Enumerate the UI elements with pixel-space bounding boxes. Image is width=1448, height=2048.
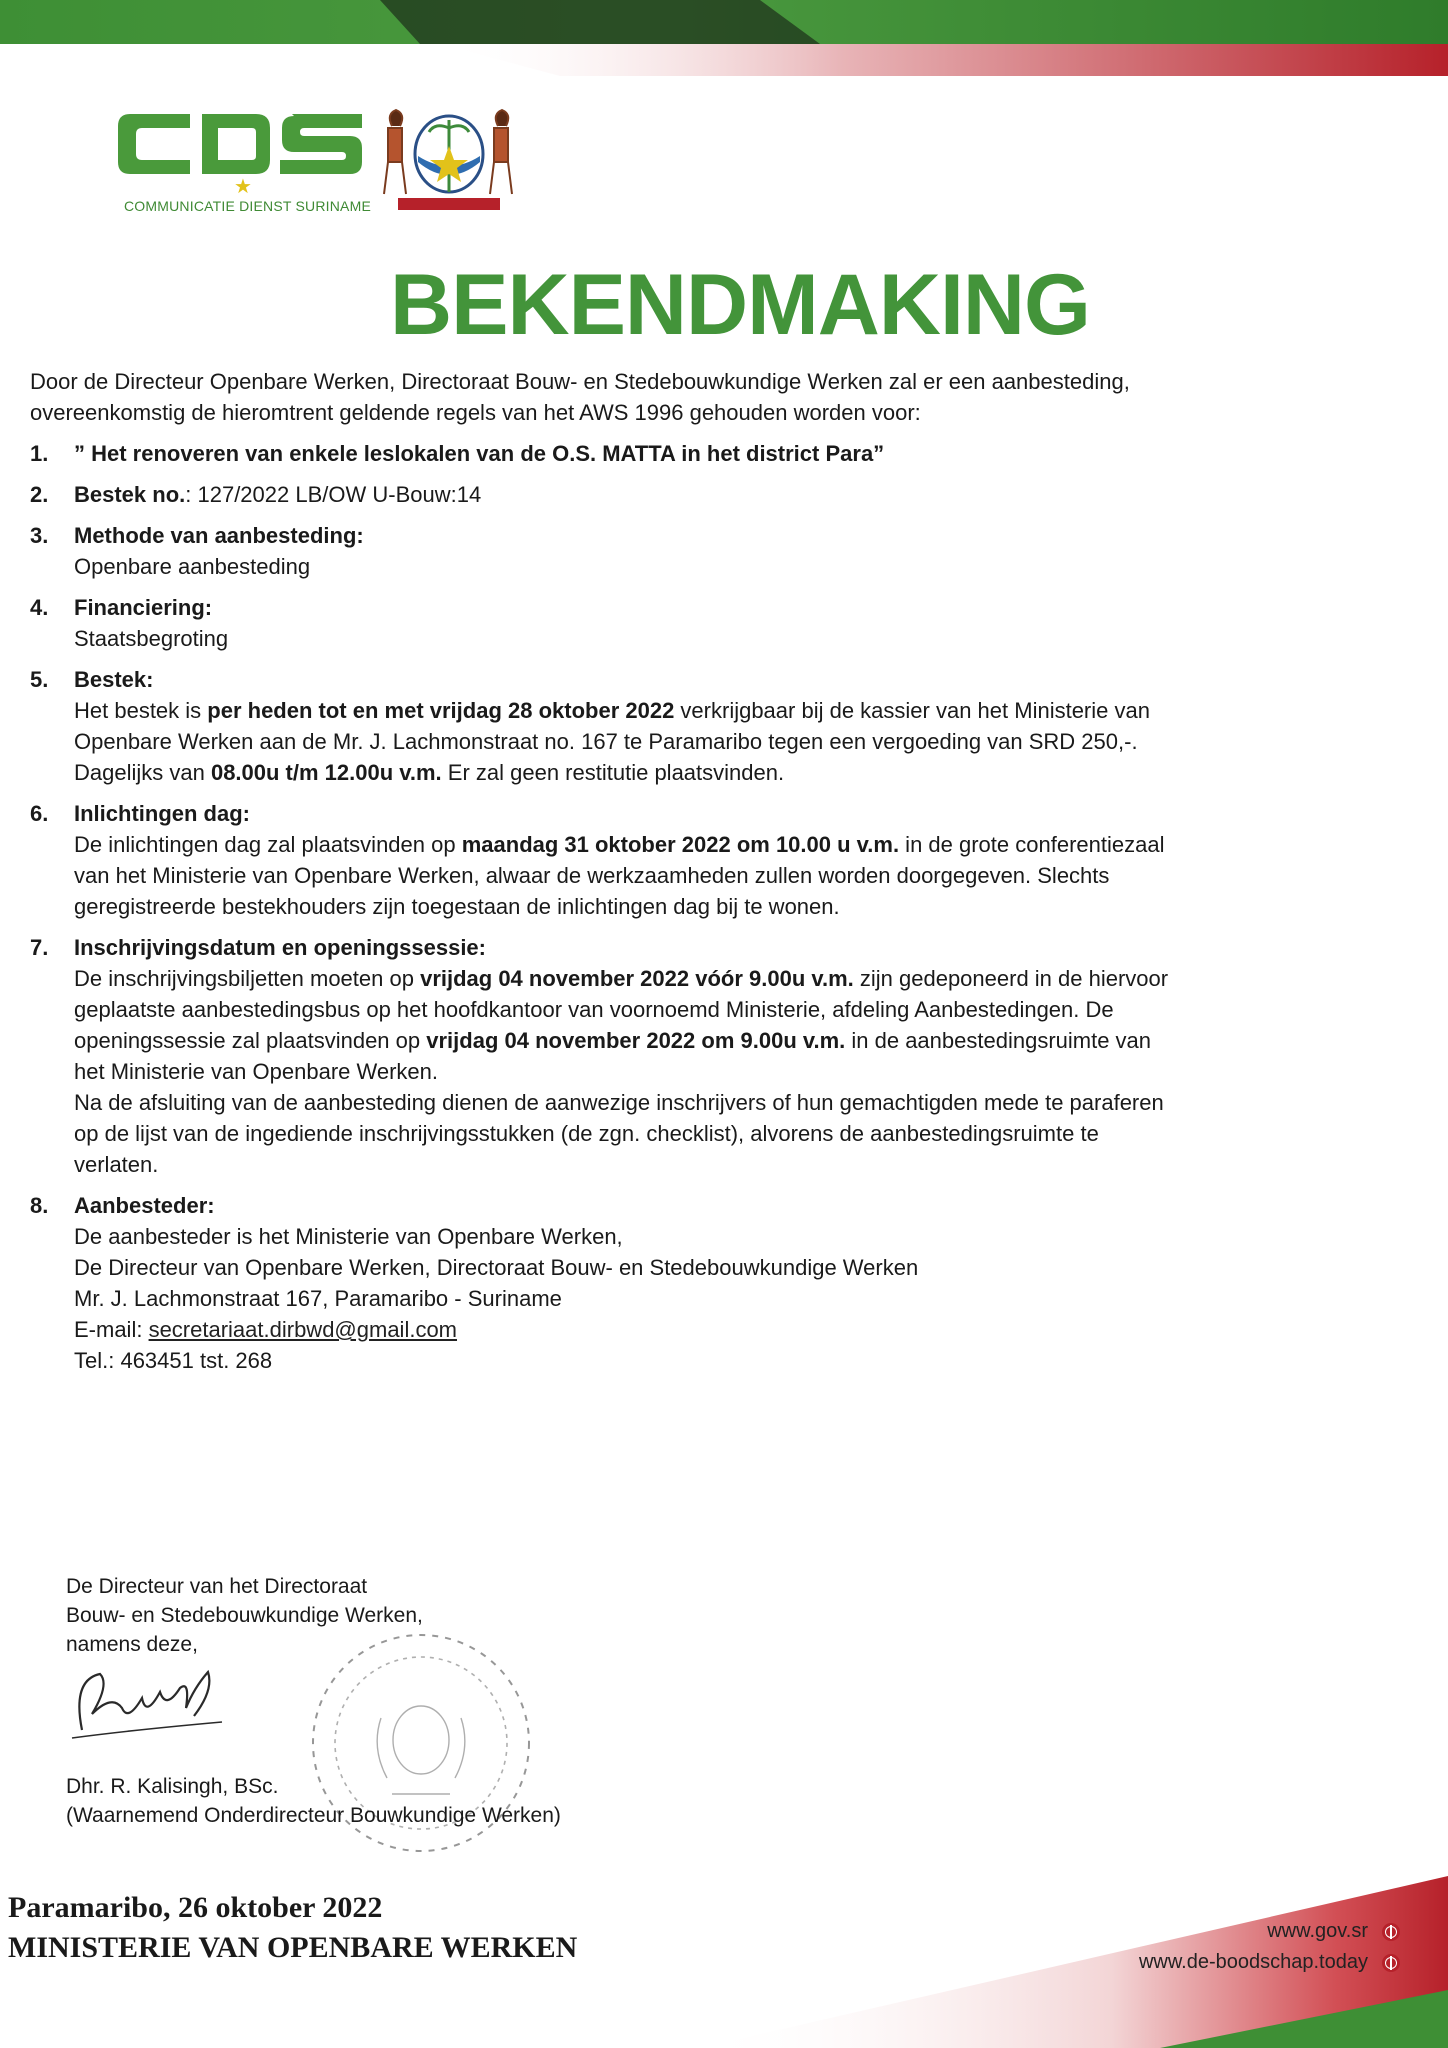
email-label: E-mail: (74, 1317, 149, 1342)
item-number: 5. (30, 667, 49, 692)
item-text: Staatsbegroting (74, 626, 229, 651)
footer-links (1139, 1916, 1400, 1978)
item-text: Na de afsluiting van de aanbesteding dienen de aanwezige inschrijvers of hun gemachtigden mede te paraferen op de lijst van de ingediende inschrijvingsstukken (de zgn. checklist), alvorens de aanbestedingsruimte te verlaten. (74, 1090, 1164, 1177)
signature-line: namens deze, (66, 1633, 198, 1656)
list-item (30, 664, 1180, 788)
signature-line: Bouw- en Stedebouwkundige Werken, (66, 1604, 423, 1627)
list-item (30, 520, 1180, 582)
list-item (30, 798, 1180, 922)
email-link[interactable]: secretariaat.dirbwd@gmail.com (148, 1317, 458, 1342)
item-heading: Bestek no. (74, 482, 186, 507)
list-item (30, 592, 1180, 654)
item-text: De inlichtingen dag zal plaatsvinden op maandag 31 oktober 2022 om 10.00 u v.m. in de grote conferentiezaal van het Ministerie van Openbare Werken, alwaar de werkzaamheden zullen worden doorgegeven. Slechts geregistreerde bestekhouders zijn toegestaan de inlichtingen dag bij te wonen. (74, 832, 1165, 919)
item-text: Het bestek is per heden tot en met vrijdag 28 oktober 2022 verkrijgbaar bij de kassier van het Ministerie van Openbare Werken aan de Mr. J. Lachmonstraat no. 167 te Paramaribo tegen een vergoeding van SRD 250,-. Dagelijks van 08.00u t/m 12.00u v.m. Er zal geen restitutie plaatsvinden. (74, 698, 1150, 785)
place-date: Paramaribo, 26 oktober 2022 (8, 1891, 383, 1924)
list-item (30, 479, 1180, 510)
signatory (66, 1772, 561, 1830)
item-number: 7. (30, 935, 49, 960)
project-title: ” Het renoveren van enkele leslokalen van de O.S. MATTA in het district Para” (74, 441, 885, 466)
item-heading: Aanbesteder: (74, 1193, 215, 1218)
contact-address: Mr. J. Lachmonstraat 167, Paramaribo - Suriname (74, 1286, 562, 1311)
boodschap-link[interactable]: www.de-boodschap.today (1138, 1951, 1368, 1973)
place-and-date-block (8, 1888, 577, 1968)
item-number: 4. (30, 595, 49, 620)
item-text: Openbare aanbesteding (74, 554, 311, 579)
globe-icon (1382, 1954, 1400, 1972)
suriname-coat-of-arms-icon (378, 106, 520, 214)
handwritten-signature (62, 1660, 262, 1750)
item-number: 1. (30, 441, 49, 466)
announcement-body (30, 366, 1180, 1386)
item-number: 6. (30, 801, 49, 826)
item-text: De inschrijvingsbiljetten moeten op vrijdag 04 november 2022 vóór 9.00u v.m. zijn gedeponeerd in de hiervoor geplaatste aanbestedingsbus op het hoofdkantoor van voornoemd Ministerie, afdeling Aanbestedingen. De openingssessie zal plaatsvinden op vrijdag 04 november 2022 om 9.00u v.m. in de aanbestedingsruimte van het Ministerie van Openbare Werken. (74, 966, 1169, 1084)
contact-line: De aanbesteder is het Ministerie van Openbare Werken, (74, 1224, 623, 1249)
item-heading: Inlichtingen dag: (74, 801, 250, 826)
list-item (30, 932, 1180, 1180)
page-title: BEKENDMAKING (390, 257, 1090, 353)
footer-link-row (1139, 1916, 1400, 1947)
contact-email-line (74, 1314, 1180, 1345)
globe-icon (1382, 1923, 1400, 1941)
signatory-name: Dhr. R. Kalisingh, BSc. (66, 1775, 279, 1798)
ministry-name: MINISTERIE VAN OPENBARE WERKEN (8, 1931, 578, 1964)
contact-phone: Tel.: 463451 tst. 268 (74, 1348, 273, 1373)
official-stamp-seal (296, 1618, 546, 1868)
item-number: 3. (30, 523, 49, 548)
list-item (30, 438, 1180, 469)
cds-logo-mark (116, 104, 376, 184)
top-banner-stripe (0, 0, 1448, 76)
signatory-role: (Waarnemend Onderdirecteur Bouwkundige Werken) (66, 1804, 561, 1827)
gov-link[interactable]: www.gov.sr (1267, 1920, 1368, 1942)
star-icon: ★ (234, 176, 252, 198)
item-list (30, 438, 1180, 1376)
contact-line: De Directeur van Openbare Werken, Directoraat Bouw- en Stedebouwkundige Werken (74, 1255, 919, 1280)
bestek-number: : 127/2022 LB/OW U-Bouw:14 (185, 482, 482, 507)
item-heading: Financiering: (74, 595, 213, 620)
list-item (30, 1190, 1180, 1376)
intro-paragraph: Door de Directeur Openbare Werken, Directoraat Bouw- en Stedebouwkundige Werken zal er een aanbesteding, overeenkomstig de hieromtrent geldende regels van het AWS 1996 gehouden worden voor: (30, 369, 1130, 425)
item-heading: Bestek: (74, 667, 154, 692)
signature-line: De Directeur van het Directoraat (66, 1575, 368, 1598)
footer-link-row (1139, 1947, 1400, 1978)
item-number: 2. (30, 482, 49, 507)
logo-caption: COMMUNICATIE DIENST SURINAME (124, 198, 371, 214)
item-heading: Methode van aanbesteding: (74, 523, 364, 548)
item-number: 8. (30, 1193, 49, 1218)
item-heading: Inschrijvingsdatum en openingssessie: (74, 935, 486, 960)
